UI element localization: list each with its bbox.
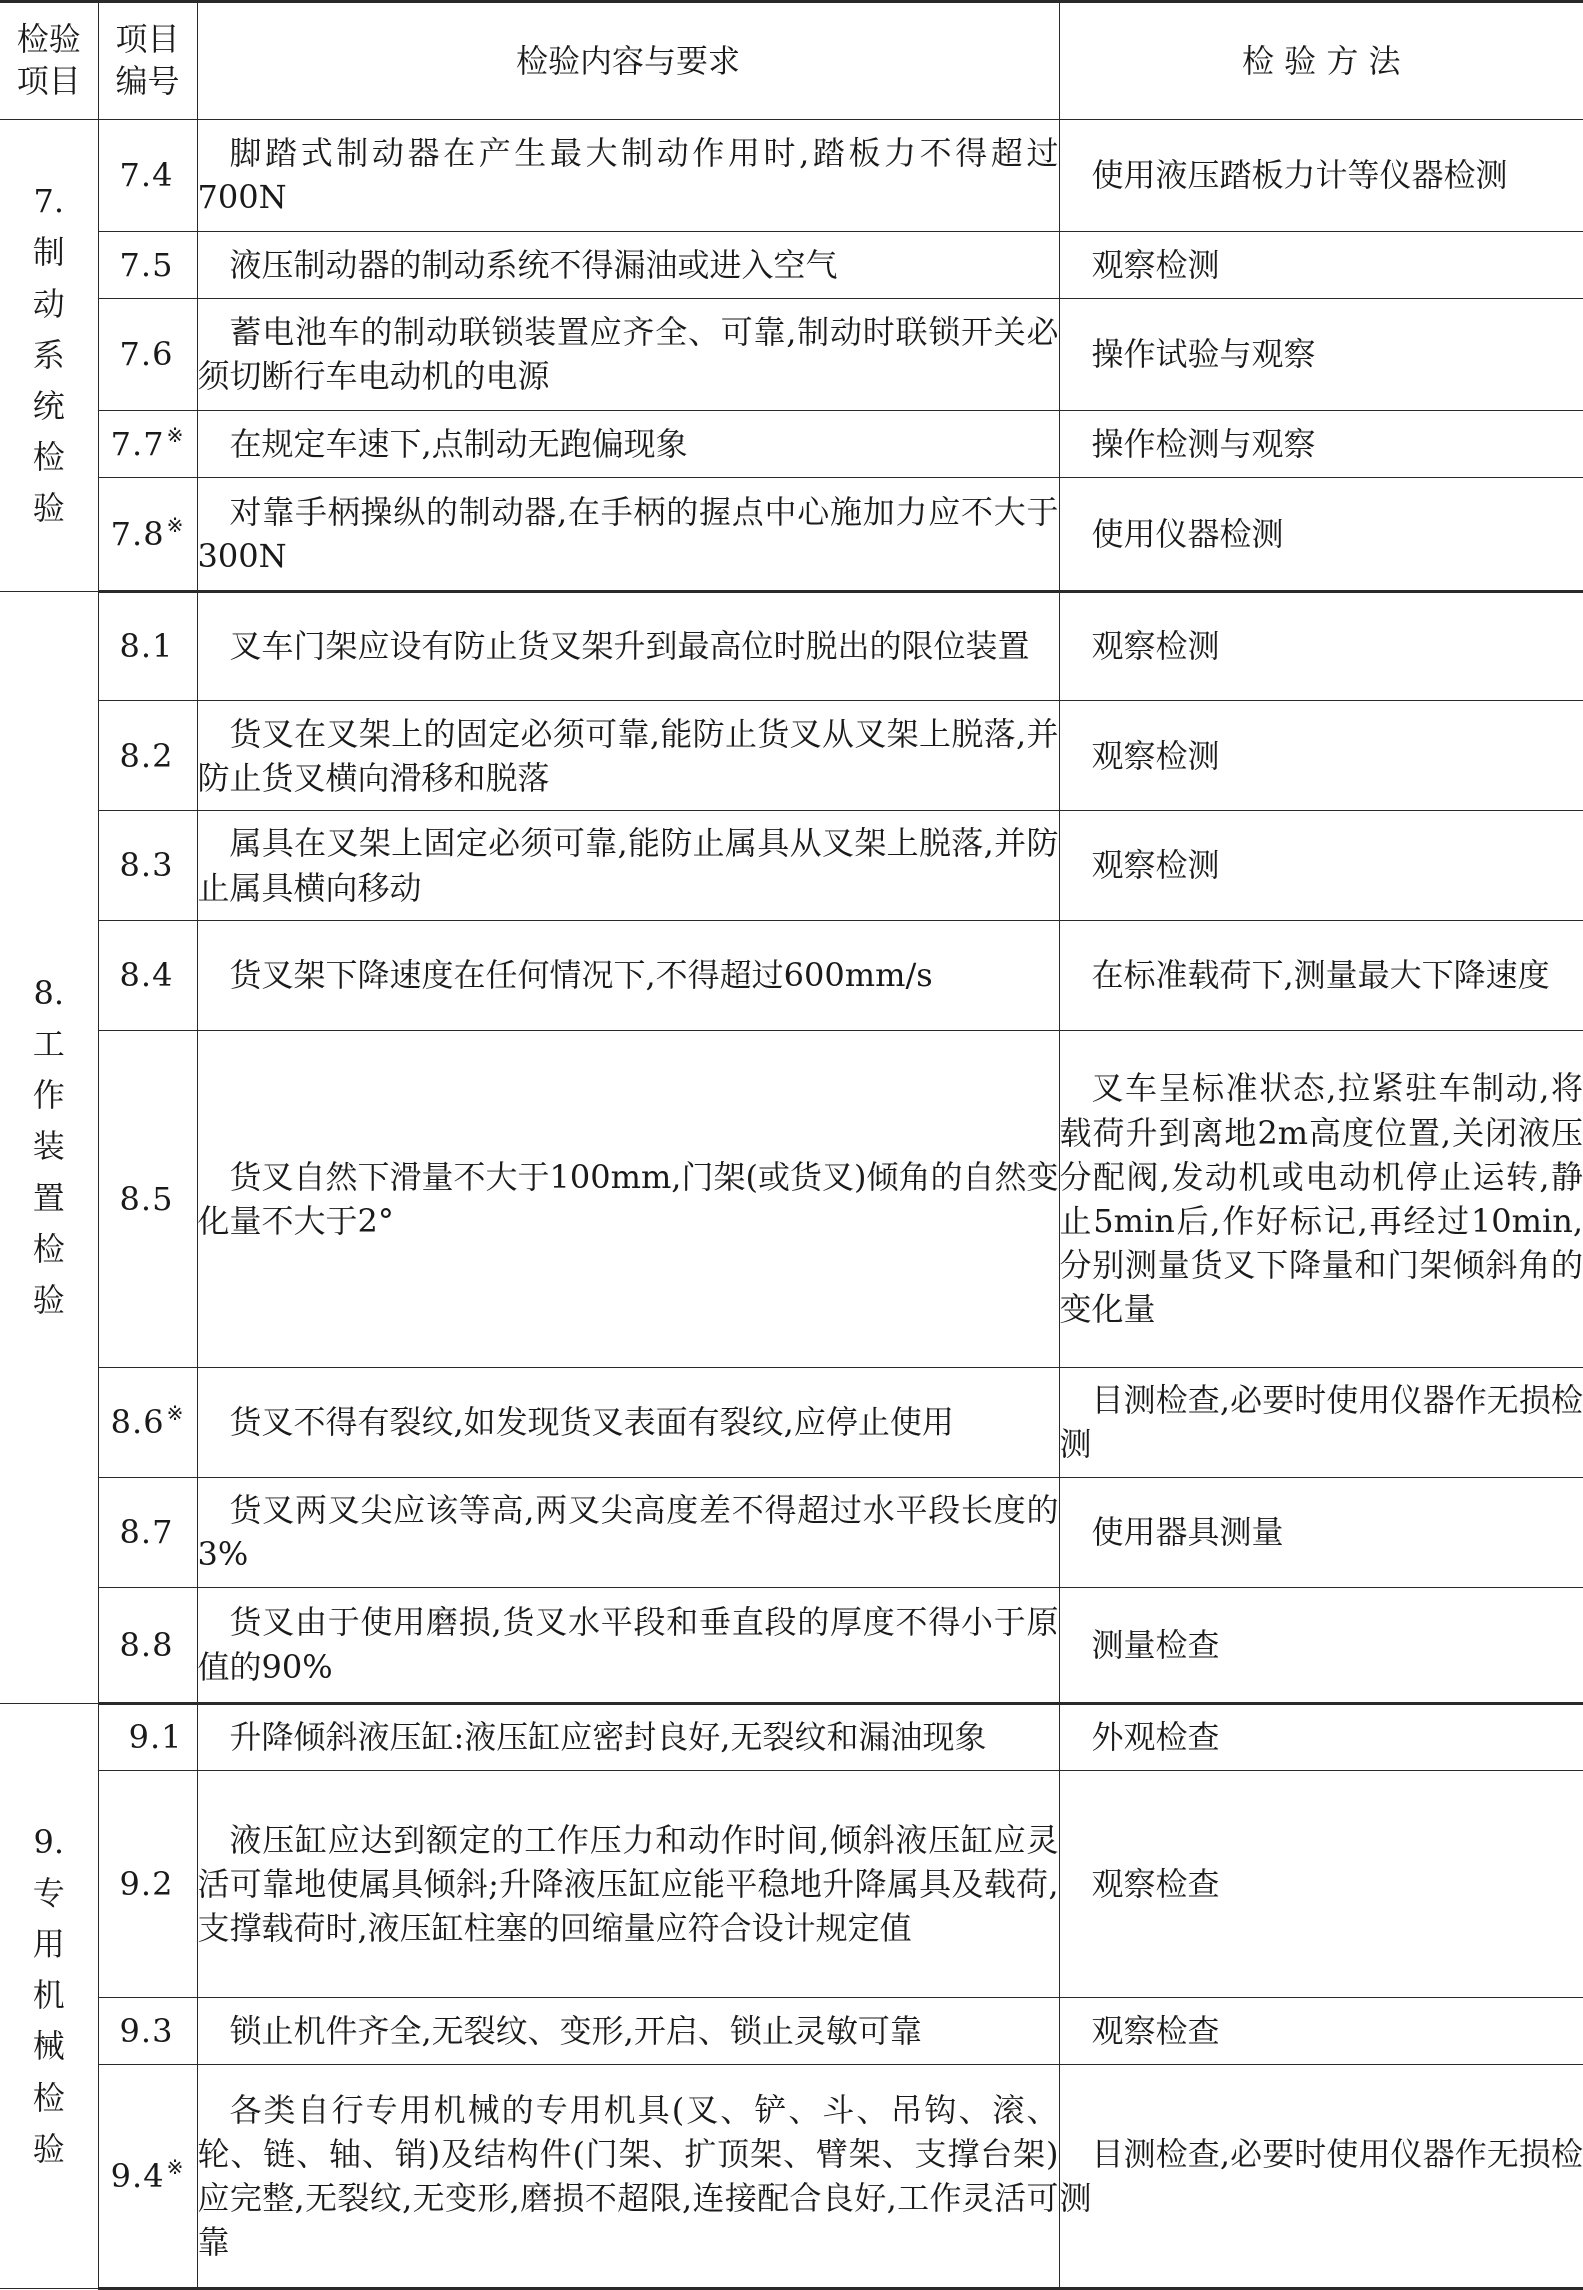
table-row [0, 591, 1583, 701]
table-row [0, 1587, 1583, 1703]
item-number: 7.8 ※ [98, 477, 197, 591]
method-cell: 测量检查 [1059, 1587, 1583, 1703]
method-cell: 使用仪器检测 [1059, 477, 1583, 591]
requirement-cell: 货叉不得有裂纹,如发现货叉表面有裂纹,应停止使用 [197, 1368, 1059, 1478]
item-number: 8.4 [98, 920, 197, 1030]
requirement-cell: 蓄电池车的制动联锁装置应齐全、可靠,制动时联锁开关必须切断行车电动机的电源 [197, 298, 1059, 410]
method-cell: 操作检测与观察 [1059, 410, 1583, 477]
table-row [0, 1477, 1583, 1587]
table-row [0, 920, 1583, 1030]
table-row [0, 120, 1583, 232]
header-row [0, 2, 1583, 120]
header-item-no: 项目 编号 [98, 2, 197, 120]
method-cell: 观察检查 [1059, 1998, 1583, 2065]
table-row [0, 298, 1583, 410]
item-number: 7.6 [98, 298, 197, 410]
group-8 [0, 591, 1583, 1703]
method-cell: 观察检测 [1059, 811, 1583, 921]
item-number: 9.4 ※ [98, 2065, 197, 2289]
header-requirement: 检验内容与要求 [197, 2, 1059, 120]
header-category: 检验 项目 [0, 2, 98, 120]
group-7 [0, 120, 1583, 592]
method-cell: 观察检查 [1059, 1770, 1583, 1998]
note-mark: ※ [166, 1401, 185, 1426]
requirement-cell: 货叉在叉架上的固定必须可靠,能防止货叉从叉架上脱落,并防止货叉横向滑移和脱落 [197, 701, 1059, 811]
category-cell: 8. 工 作 装 置 检 验 [0, 591, 98, 1703]
requirement-cell: 锁止机件齐全,无裂纹、变形,开启、锁止灵敏可靠 [197, 1998, 1059, 2065]
table-row [0, 1703, 1583, 1770]
table-row [0, 477, 1583, 591]
note-mark: ※ [166, 512, 185, 537]
method-cell: 目测检查,必要时使用仪器作无损检测 [1059, 2065, 1583, 2289]
requirement-cell: 货叉由于使用磨损,货叉水平段和垂直段的厚度不得小于原值的90% [197, 1587, 1059, 1703]
item-number: 7.4 [98, 120, 197, 232]
table-row [0, 1030, 1583, 1367]
method-cell: 使用液压踏板力计等仪器检测 [1059, 120, 1583, 232]
requirement-cell: 货叉架下降速度在任何情况下,不得超过600mm/s [197, 920, 1059, 1030]
requirement-cell: 液压缸应达到额定的工作压力和动作时间,倾斜液压缸应灵活可靠地使属具倾斜;升降液压缸应能平稳地升降属具及载荷,支撑载荷时,液压缸柱塞的回缩量应符合设计规定值 [197, 1770, 1059, 1998]
note-mark: ※ [166, 2155, 185, 2180]
requirement-cell: 属具在叉架上固定必须可靠,能防止属具从叉架上脱落,并防止属具横向移动 [197, 811, 1059, 921]
table-row [0, 410, 1583, 477]
method-cell: 观察检测 [1059, 701, 1583, 811]
requirement-cell: 对靠手柄操纵的制动器,在手柄的握点中心施加力应不大于300N [197, 477, 1059, 591]
item-number: 8.8 [98, 1587, 197, 1703]
requirement-cell: 各类自行专用机械的专用机具(叉、铲、斗、吊钩、滚、轮、链、轴、销)及结构件(门架、扩顶架、臂架、支撑台架)应完整,无裂纹,无变形,磨损不超限,连接配合良好,工作灵活可靠 [197, 2065, 1059, 2289]
requirement-cell: 脚踏式制动器在产生最大制动作用时,踏板力不得超过700N [197, 120, 1059, 232]
table-row [0, 1998, 1583, 2065]
table-row [0, 811, 1583, 921]
method-cell: 操作试验与观察 [1059, 298, 1583, 410]
method-cell: 使用器具测量 [1059, 1477, 1583, 1587]
item-number: 8.5 [98, 1030, 197, 1367]
category-cell: 7. 制 动 系 统 检 验 [0, 120, 98, 592]
method-cell: 观察检测 [1059, 591, 1583, 701]
method-cell: 目测检查,必要时使用仪器作无损检测 [1059, 1368, 1583, 1478]
method-cell: 在标准载荷下,测量最大下降速度 [1059, 920, 1583, 1030]
item-number: 8.3 [98, 811, 197, 921]
requirement-cell: 在规定车速下,点制动无跑偏现象 [197, 410, 1059, 477]
method-cell: 外观检查 [1059, 1703, 1583, 1770]
table-row [0, 701, 1583, 811]
table-row [0, 2065, 1583, 2289]
category-cell: 9. 专 用 机 械 检 验 [0, 1703, 98, 2288]
item-number: 9.3 [98, 1998, 197, 2065]
method-cell: 观察检测 [1059, 231, 1583, 298]
item-number: 9.1 [98, 1703, 197, 1770]
item-number: 8.1 [98, 591, 197, 701]
requirement-cell: 货叉自然下滑量不大于100mm,门架(或货叉)倾角的自然变化量不大于2° [197, 1030, 1059, 1367]
item-number: 7.5 [98, 231, 197, 298]
item-number: 9.2 [98, 1770, 197, 1998]
item-number: 8.6 ※ [98, 1368, 197, 1478]
requirement-cell: 液压制动器的制动系统不得漏油或进入空气 [197, 231, 1059, 298]
table-row [0, 231, 1583, 298]
requirement-cell: 升降倾斜液压缸:液压缸应密封良好,无裂纹和漏油现象 [197, 1703, 1059, 1770]
item-number: 7.7 ※ [98, 410, 197, 477]
item-number: 8.2 [98, 701, 197, 811]
note-mark: ※ [166, 422, 185, 447]
requirement-cell: 叉车门架应设有防止货叉架升到最高位时脱出的限位装置 [197, 591, 1059, 701]
header-method: 检 验 方 法 [1059, 2, 1583, 120]
group-9 [0, 1703, 1583, 2288]
table-row [0, 1770, 1583, 1998]
method-cell: 叉车呈标准状态,拉紧驻车制动,将载荷升到离地2m高度位置,关闭液压分配阀,发动机或电动机停止运转,静止5min后,作好标记,再经过10min,分别测量货叉下降量和门架倾斜角的变化量 [1059, 1030, 1583, 1367]
requirement-cell: 货叉两叉尖应该等高,两叉尖高度差不得超过水平段长度的3% [197, 1477, 1059, 1587]
item-number: 8.7 [98, 1477, 197, 1587]
table-row [0, 1368, 1583, 1478]
